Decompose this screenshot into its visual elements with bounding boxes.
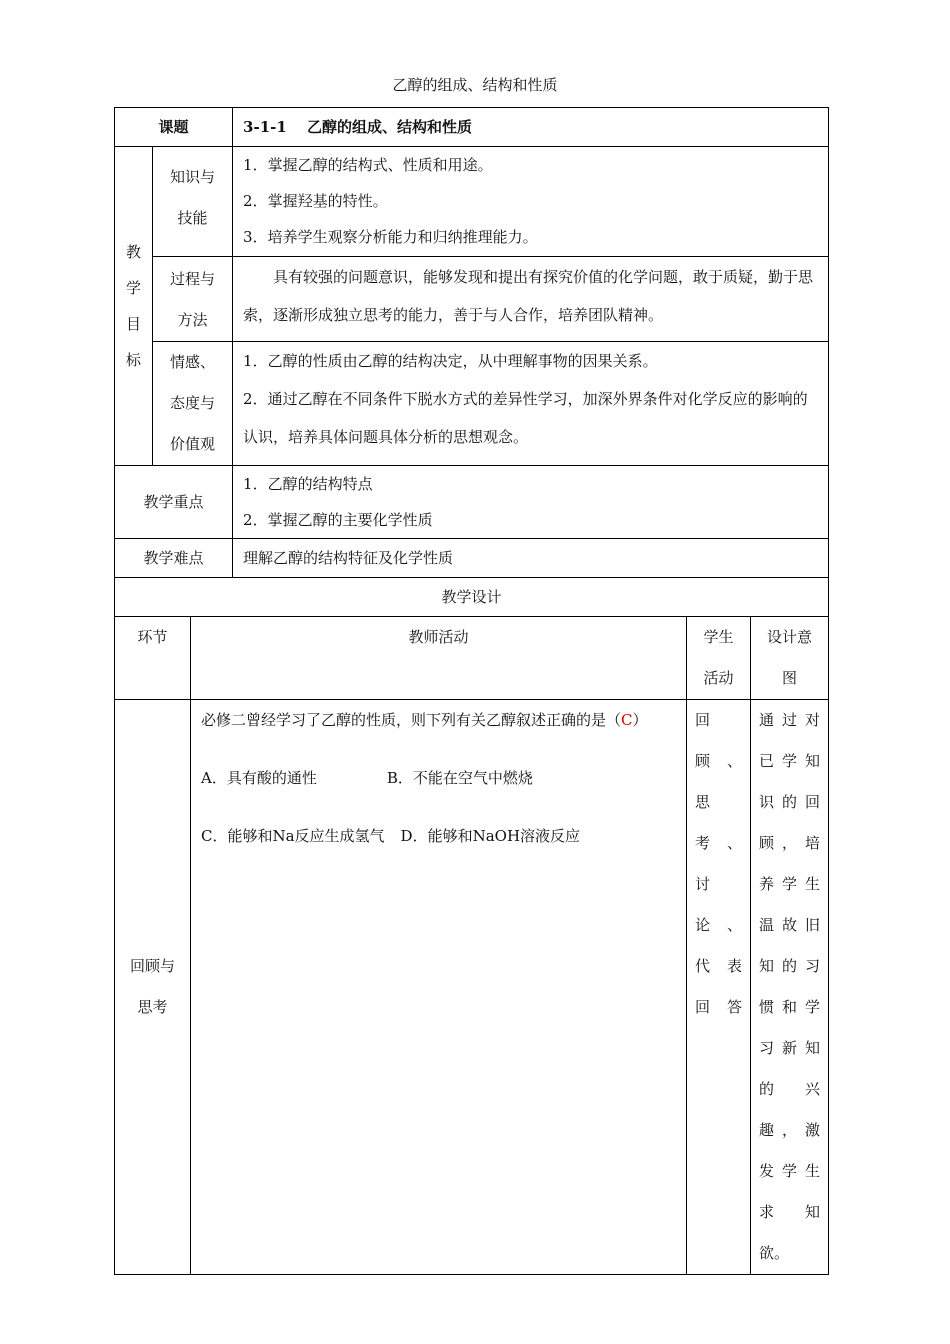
design-intent: 通过对 已学知 识的回 顾，培 养学生 温故旧 知的习 惯和学 习新知 的兴 趣，激 发学生 求知 欲。 (751, 700, 829, 1275)
key-points-content (233, 466, 829, 539)
stage-header: 环节 (115, 617, 191, 700)
difficulty-row (115, 539, 829, 578)
objectives-label: 教 学 目 标 (115, 147, 153, 466)
emotion-item: 1．乙醇的性质由乙醇的结构决定，从中理解事物的因果关系。 (243, 352, 658, 370)
emotion-item: 2．通过乙醇在不同条件下脱水方式的差异性学习，加深外界条件对化学反应的影响的认识，培养具体问题具体分析的思想观念。 (243, 390, 808, 446)
knowledge-label: 知识与 技能 (153, 147, 233, 257)
design-header-row (115, 617, 829, 700)
teacher-header: 教师活动 (191, 617, 687, 700)
knowledge-content (233, 147, 829, 257)
knowledge-item: 2．掌握羟基的特性。 (243, 192, 388, 210)
objective-emotion-row (115, 342, 829, 466)
stage-cell: 回顾与 思考 (115, 700, 191, 1275)
difficulty-content: 理解乙醇的结构特征及化学性质 (233, 539, 829, 578)
student-activity: 回 顾、 思 考、 讨 论、 代表 回答 (687, 700, 751, 1275)
lesson-plan-table (114, 107, 829, 1275)
process-label: 过程与 方法 (153, 257, 233, 342)
key-points-row (115, 466, 829, 539)
topic-label: 课题 (115, 108, 233, 147)
option-d: D．能够和NaOH溶液反应 (400, 827, 581, 845)
process-content: 具有较强的问题意识，能够发现和提出有探究价值的化学问题，敢于质疑，勤于思索，逐渐形成独立思考的能力，善于与人合作，培养团队精神。 (233, 257, 829, 342)
design-row-review (115, 700, 829, 1275)
option-c: C．能够和Na反应生成氢气 (201, 827, 385, 845)
objective-knowledge-row (115, 147, 829, 257)
intent-header: 设计意 图 (751, 617, 829, 700)
option-row-ab (201, 760, 678, 796)
design-title-row (115, 578, 829, 617)
difficulty-label: 教学难点 (115, 539, 233, 578)
key-point-item: 2．掌握乙醇的主要化学性质 (243, 511, 433, 529)
option-a: A．具有酸的通性 (201, 769, 317, 787)
topic-value: 3-1-1 乙醇的组成、结构和性质 (233, 108, 829, 147)
topic-row (115, 108, 829, 147)
student-header: 学生 活动 (687, 617, 751, 700)
document-title: 乙醇的组成、结构和性质 (392, 76, 558, 94)
key-point-item: 1．乙醇的结构特点 (243, 475, 373, 493)
knowledge-item: 1．掌握乙醇的结构式、性质和用途。 (243, 156, 493, 174)
design-title: 教学设计 (115, 578, 829, 617)
option-b: B．不能在空气中燃烧 (386, 769, 533, 787)
objective-process-row (115, 257, 829, 342)
knowledge-item: 3．培养学生观察分析能力和归纳推理能力。 (243, 228, 538, 246)
answer-mark: C (621, 711, 633, 729)
question-text: 必修二曾经学习了乙醇的性质，则下列有关乙醇叙述正确的是（C） (201, 711, 648, 729)
key-points-label: 教学重点 (115, 466, 233, 539)
emotion-content (233, 342, 829, 466)
emotion-label: 情感、 态度与 价值观 (153, 342, 233, 466)
teacher-activity (191, 700, 687, 1275)
option-row-cd (201, 818, 678, 854)
